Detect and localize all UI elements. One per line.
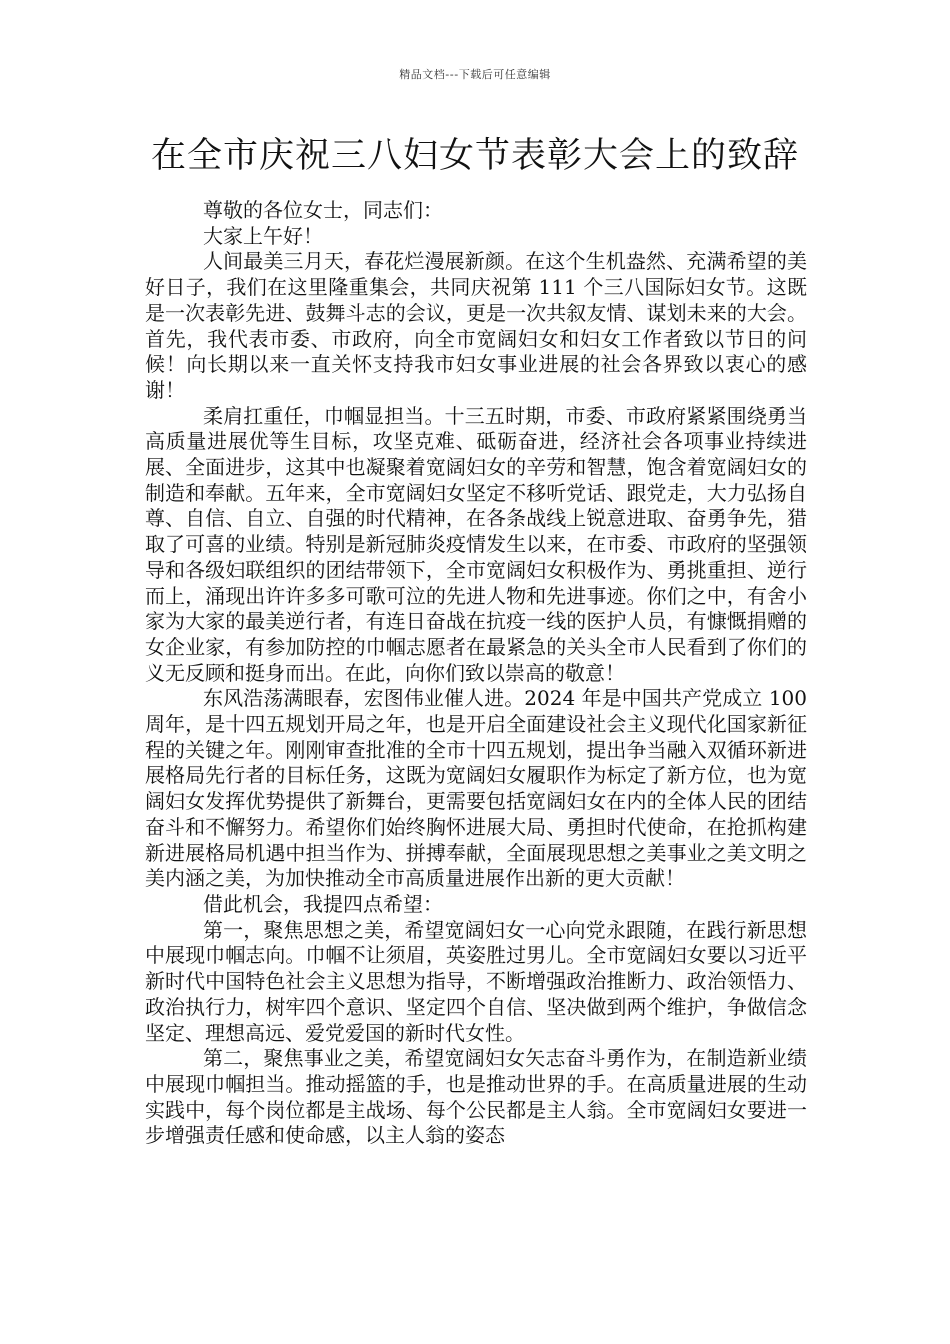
paragraph-hope-first: 第一，聚焦思想之美，希望宽阔妇女一心向党永跟随，在践行新思想中展现巾帼志向。巾帼不让须眉，英姿胜过男儿。全市宽阔妇女要以习近平新时代中国特色社会主义思想为指导，不断增强政治推断力、政治领悟力、政治执行力，树牢四个意识、坚定四个自信、坚决做到两个维护，争做信念坚定、理想高远、爱党爱国的新时代女性。 — [145, 917, 807, 1045]
paragraph-opening: 人间最美三月天，春花烂漫展新颜。在这个生机盎然、充满希望的美好日子，我们在这里隆重集会，共同庆祝第 111 个三八国际妇女节。这既是一次表彰先进、鼓舞斗志的会议，更是一次共叙友情、谋划未来的大会。首先，我代表市委、市政府，向全市宽阔妇女和妇女工作者致以节日的问候！向长期以来一直关怀支持我市妇女事业进展的社会各界致以衷心的感谢！ — [145, 249, 807, 402]
document-body — [145, 198, 807, 1149]
document-title: 在全市庆祝三八妇女节表彰大会上的致辞 — [150, 136, 799, 176]
paragraph-hope-second: 第二，聚焦事业之美，希望宽阔妇女矢志奋斗勇作为，在制造新业绩中展现巾帼担当。推动摇篮的手，也是推动世界的手。在高质量进展的生动实践中，每个岗位都是主战场、每个公民都是主人翁。全市宽阔妇女要进一步增强责任感和使命感，以主人翁的姿态 — [145, 1046, 807, 1148]
salutation: 尊敬的各位女士，同志们： — [203, 198, 443, 222]
greeting: 大家上午好！ — [203, 223, 323, 248]
paragraph-outlook: 东风浩荡满眼春，宏图伟业催人进。2024 年是中国共产党成立 100 周年，是十四五规划开局之年，也是开启全面建设社会主义现代化国家新征程的关键之年。刚刚审查批准的全市十四五规划，提出争当融入双循环新进展格局先行者的目标任务，这既为宽阔妇女履职作为标定了新方位，也为宽阔妇女发挥优势提供了新舞台，更需要包括宽阔妇女在内的全体人民的团结奋斗和不懈努力。希望你们始终胸怀进展大局、勇担时代使命，在抢抓构建新进展格局机遇中担当作为、拼搏奉献，全面展现思想之美事业之美文明之美内涵之美，为加快推动全市高质量进展作出新的更大贡献！ — [145, 686, 807, 891]
paragraph-achievements: 柔肩扛重任，巾帼显担当。十三五时期，市委、市政府紧紧围绕勇当高质量进展优等生目标，攻坚克难、砥砺奋进，经济社会各项事业持续进展、全面进步，这其中也凝聚着宽阔妇女的辛劳和智慧，饱含着宽阔妇女的制造和奉献。五年来，全市宽阔妇女坚定不移听党话、跟党走，大力弘扬自尊、自信、自立、自强的时代精神，在各条战线上锐意进取、奋勇争先，猎取了可喜的业绩。特别是新冠肺炎疫情发生以来，在市委、市政府的坚强领导和各级妇联组织的团结带领下，全市宽阔妇女积极作为、勇挑重担、逆行而上，涌现出许许多多可歌可泣的先进人物和先进事迹。你们之中，有舍小家为大家的最美逆行者，有连日奋战在抗疫一线的医护人员，有慷慨捐赠的女企业家，有参加防控的巾帼志愿者在最紧急的关头全市人民看到了你们的义无反顾和挺身而出。在此，向你们致以崇高的敬意！ — [145, 403, 807, 685]
paragraph-hopes-intro: 借此机会，我提四点希望： — [203, 891, 443, 916]
page-header-note: 精品文档---下载后可任意编辑 — [399, 68, 551, 81]
